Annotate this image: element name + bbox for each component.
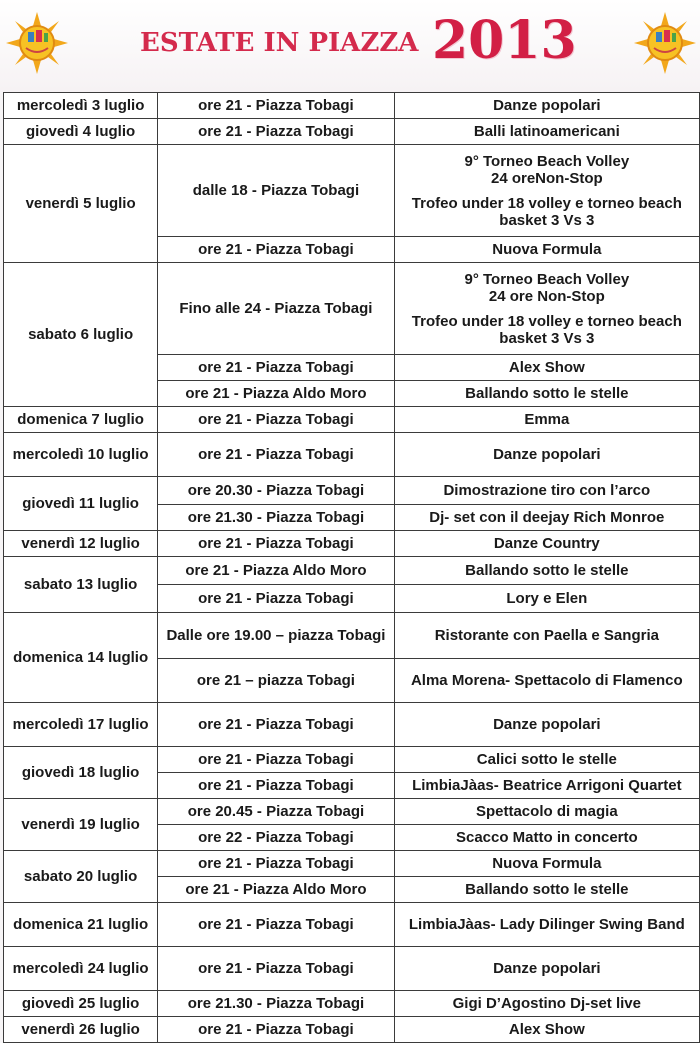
event-cell: Nuova Formula [394, 851, 699, 877]
event-cell: Gigi D’Agostino Dj-set live [394, 991, 699, 1017]
time-place-cell: ore 21 - Piazza Tobagi [158, 903, 394, 947]
event-line: 9° Torneo Beach Volley [464, 152, 630, 170]
time-place-cell: ore 21 - Piazza Aldo Moro [158, 877, 394, 903]
event-cell: Lory e Elen [394, 585, 699, 613]
event-cell: Emma [394, 407, 699, 433]
time-place-cell: dalle 18 - Piazza Tobagi [158, 145, 394, 237]
event-cell: Ballando sotto le stelle [394, 877, 699, 903]
table-row [4, 947, 700, 991]
day-cell: giovedì 11 luglio [4, 477, 158, 531]
time-place-cell: ore 20.30 - Piazza Tobagi [158, 477, 394, 505]
table-row [4, 407, 700, 433]
event-cell: Ballando sotto le stelle [394, 381, 699, 407]
sun-logo-icon [6, 12, 68, 74]
table-row [4, 477, 700, 505]
event-cell: Ballando sotto le stelle [394, 557, 699, 585]
time-place-cell: ore 21 - Piazza Tobagi [158, 585, 394, 613]
event-cell: Spettacolo di magia [394, 799, 699, 825]
event-cell: Alex Show [394, 1017, 699, 1043]
event-cell: LimbiaJàas- Beatrice Arrigoni Quartet [394, 773, 699, 799]
event-schedule-table [3, 92, 700, 1043]
poster-year: 2013 [432, 10, 577, 71]
event-cell [394, 145, 699, 237]
time-place-cell: ore 21 - Piazza Tobagi [158, 703, 394, 747]
table-row [4, 119, 700, 145]
day-cell: mercoledì 24 luglio [4, 947, 158, 991]
time-place-cell: ore 21 - Piazza Aldo Moro [158, 381, 394, 407]
table-row [4, 263, 700, 355]
day-cell: domenica 14 luglio [4, 613, 158, 703]
table-row [4, 145, 700, 237]
event-cell: Dj- set con il deejay Rich Monroe [394, 505, 699, 531]
table-row [4, 703, 700, 747]
poster-header [0, 0, 700, 92]
time-place-cell: ore 21 - Piazza Tobagi [158, 851, 394, 877]
time-place-cell: Dalle ore 19.00 – piazza Tobagi [158, 613, 394, 659]
event-line: basket 3 Vs 3 [499, 329, 595, 347]
day-cell: domenica 7 luglio [4, 407, 158, 433]
table-row [4, 1017, 700, 1043]
event-cell: Danze popolari [394, 93, 699, 119]
event-cell: Alex Show [394, 355, 699, 381]
event-cell: Danze Country [394, 531, 699, 557]
event-line: 24 oreNon-Stop [490, 169, 603, 187]
table-row [4, 93, 700, 119]
time-place-cell: ore 21 - Piazza Tobagi [158, 355, 394, 381]
day-cell: mercoledì 3 luglio [4, 93, 158, 119]
event-cell: Nuova Formula [394, 237, 699, 263]
day-cell: giovedì 4 luglio [4, 119, 158, 145]
table-row [4, 799, 700, 825]
table-row [4, 747, 700, 773]
event-cell: Balli latinoamericani [394, 119, 699, 145]
time-place-cell: ore 21 - Piazza Tobagi [158, 1017, 394, 1043]
day-cell: venerdì 5 luglio [4, 145, 158, 263]
time-place-cell: ore 21 – piazza Tobagi [158, 659, 394, 703]
event-cell [394, 263, 699, 355]
time-place-cell: ore 21 - Piazza Tobagi [158, 773, 394, 799]
day-cell: venerdì 26 luglio [4, 1017, 158, 1043]
event-cell: Danze popolari [394, 947, 699, 991]
event-line: 24 ore Non-Stop [488, 287, 605, 305]
time-place-cell: ore 20.45 - Piazza Tobagi [158, 799, 394, 825]
table-row [4, 433, 700, 477]
event-cell: Danze popolari [394, 703, 699, 747]
time-place-cell: ore 21 - Piazza Tobagi [158, 947, 394, 991]
event-cell: Scacco Matto in concerto [394, 825, 699, 851]
day-cell: mercoledì 17 luglio [4, 703, 158, 747]
time-place-cell: ore 21 - Piazza Tobagi [158, 407, 394, 433]
event-line: 9° Torneo Beach Volley [464, 270, 630, 288]
day-cell: venerdì 12 luglio [4, 531, 158, 557]
day-cell: domenica 21 luglio [4, 903, 158, 947]
event-cell: Ristorante con Paella e Sangria [394, 613, 699, 659]
table-row [4, 557, 700, 585]
table-row [4, 903, 700, 947]
table-row [4, 991, 700, 1017]
table-row [4, 851, 700, 877]
event-line: Trofeo under 18 volley e torneo beach [411, 194, 682, 212]
day-cell: sabato 20 luglio [4, 851, 158, 903]
time-place-cell: ore 21 - Piazza Tobagi [158, 93, 394, 119]
day-cell: sabato 6 luglio [4, 263, 158, 407]
time-place-cell: ore 21 - Piazza Tobagi [158, 747, 394, 773]
time-place-cell: ore 21 - Piazza Tobagi [158, 433, 394, 477]
time-place-cell: ore 21.30 - Piazza Tobagi [158, 991, 394, 1017]
time-place-cell: Fino alle 24 - Piazza Tobagi [158, 263, 394, 355]
day-cell: sabato 13 luglio [4, 557, 158, 613]
time-place-cell: ore 21 - Piazza Aldo Moro [158, 557, 394, 585]
event-cell: LimbiaJàas- Lady Dilinger Swing Band [394, 903, 699, 947]
table-row [4, 613, 700, 659]
time-place-cell: ore 21 - Piazza Tobagi [158, 531, 394, 557]
event-line: basket 3 Vs 3 [499, 211, 595, 229]
time-place-cell: ore 22 - Piazza Tobagi [158, 825, 394, 851]
event-cell: Calici sotto le stelle [394, 747, 699, 773]
table-row [4, 531, 700, 557]
day-cell: mercoledì 10 luglio [4, 433, 158, 477]
event-cell: Danze popolari [394, 433, 699, 477]
event-cell: Dimostrazione tiro con l’arco [394, 477, 699, 505]
poster-title: ESTATE IN PIAZZA [140, 28, 419, 58]
event-line: Trofeo under 18 volley e torneo beach [411, 312, 682, 330]
sun-logo-icon [634, 12, 696, 74]
time-place-cell: ore 21.30 - Piazza Tobagi [158, 505, 394, 531]
day-cell: venerdì 19 luglio [4, 799, 158, 851]
time-place-cell: ore 21 - Piazza Tobagi [158, 237, 394, 263]
day-cell: giovedì 25 luglio [4, 991, 158, 1017]
day-cell: giovedì 18 luglio [4, 747, 158, 799]
time-place-cell: ore 21 - Piazza Tobagi [158, 119, 394, 145]
event-cell: Alma Morena- Spettacolo di Flamenco [394, 659, 699, 703]
